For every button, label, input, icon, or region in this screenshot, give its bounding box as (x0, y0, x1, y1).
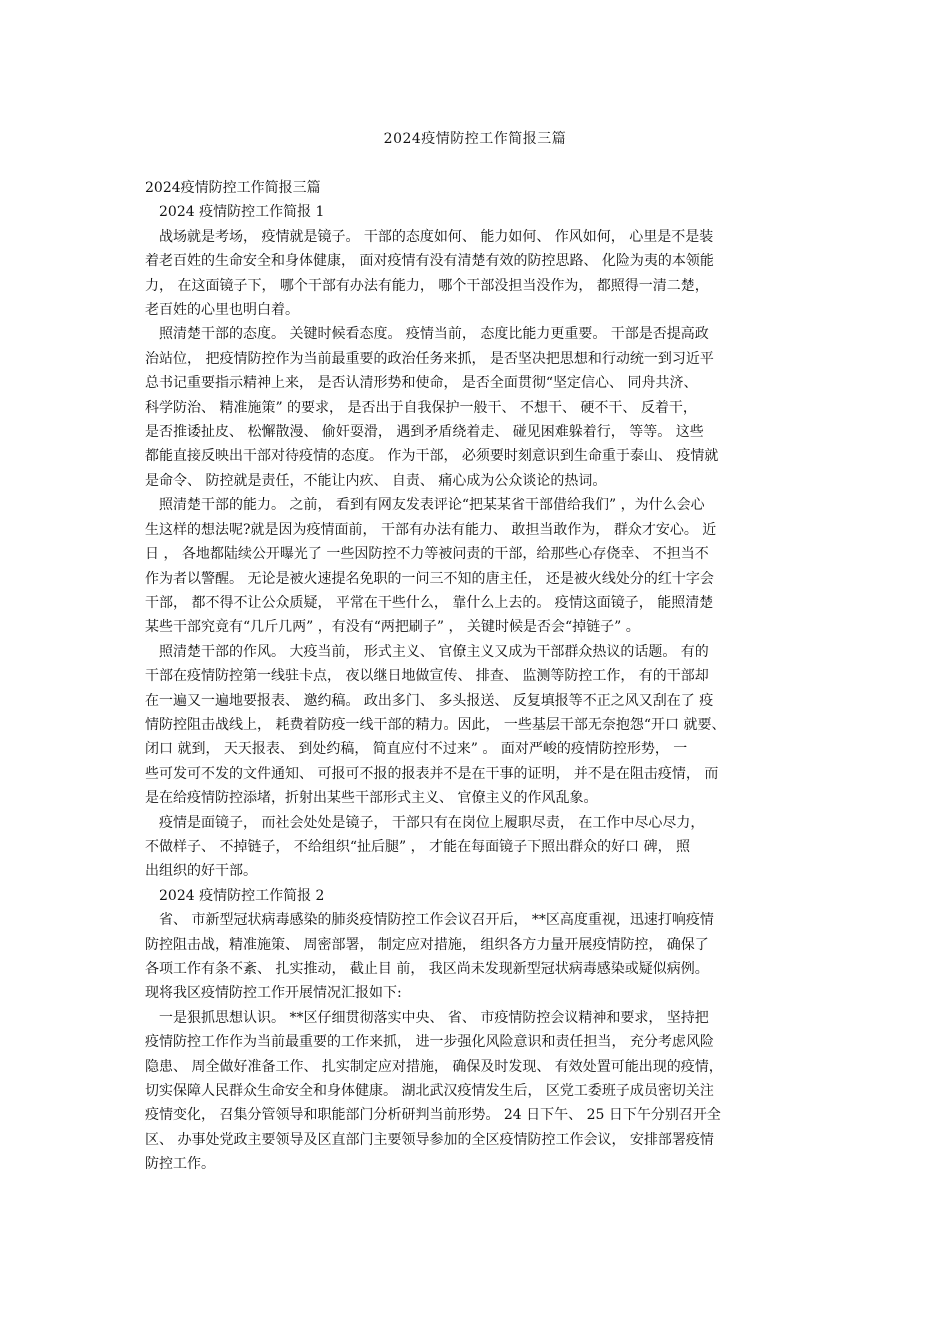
text-line: 干部， 都不得不让公众质疑， 平常在干些什么， 靠什么上去的。 疫情这面镜子， 能照清楚 (145, 594, 714, 611)
text-line: 情防控阻击战线上， 耗费着防疫一线干部的精力。因此， 一些基层干部无奈抱怨“开口 就要、 (145, 716, 726, 733)
text-line: 现将我区疫情防控工作开展情况汇报如下: (145, 985, 402, 1002)
text-line: 区、 办事处党政主要领导及区直部门主要领导参加的全区疫情防控工作会议， 安排部署疫情 (145, 1131, 714, 1148)
document-title: 2024疫情防控工作简报三篇 (383, 131, 567, 147)
text-line: 日 ， 各地都陆续公开曝光了 一些因防控不力等被问责的干部，给那些心存侥幸、 不担当不 (145, 546, 709, 563)
document-body (145, 176, 825, 1177)
text-line: 在一遍又一遍地要报表、 邀约稿。 政出多门、 多头报送、 反复填报等不正之风又刮在了 疫 (145, 692, 714, 709)
text-line: 是命令、 防控就是责任，不能让内疚、 自责、 痛心成为公众谈论的热词。 (145, 472, 607, 489)
text-line: 照清楚干部的态度。 关键时候看态度。 疫情当前， 态度比能力更重要。 干部是否提高政 (159, 326, 709, 343)
text-line: 都能直接反映出干部对待疫情的态度。 作为干部， 必须要时刻意识到生命重于泰山、 疫情就 (145, 448, 719, 465)
text-line: 某些干部究竟有“几斤几两” ，有没有“两把刷子” ， 关键时候是否会“掉链子” 。 (145, 619, 640, 636)
text-line: 生这样的想法呢?就是因为疫情面前， 干部有办法有能力、 敢担当敢作为， 群众才安心。 近 (145, 521, 717, 538)
text-line: 干部在疫情防控第一线驻卡点， 夜以继日地做宣传、 排查、 监测等防控工作， 有的干部却 (145, 668, 709, 685)
text-line: 防控工作。 (145, 1156, 215, 1173)
text-line: 防控阻击战，精准施策、 周密部署， 制定应对措施， 组织各方力量开展疫情防控， 确保了 (145, 936, 709, 953)
text-line: 2024疫情防控工作简报三篇 (145, 180, 321, 196)
text-line: 出组织的好干部。 (145, 863, 257, 880)
text-line: 疫情变化， 召集分管领导和职能部门分析研判当前形势。 24 日下午、 25 日下午分别召开全 (145, 1107, 721, 1124)
text-line: 疫情是面镜子， 而社会处处是镜子， 干部只有在岗位上履职尽责， 在工作中尽心尽力， (159, 814, 705, 831)
text-line: 老百姓的心里也明白着。 (145, 302, 299, 319)
text-line: 切实保障人民群众生命安全和身体健康。 湖北武汉疫情发生后， 区党工委班子成员密切关注 (145, 1083, 714, 1100)
text-line: 省、 市新型冠状病毒感染的肺炎疫情防控工作会议召开后， **区高度重视，迅速打响疫情 (159, 912, 714, 929)
text-line: 一是狠抓思想认识。 **区仔细贯彻落实中央、 省、 市疫情防控会议精神和要求， 坚持把 (159, 1009, 709, 1026)
text-line: 是在给疫情防控添堵，折射出某些干部形式主义、 官僚主义的作风乱象。 (145, 790, 598, 807)
text-line: 着老百姓的生命安全和身体健康， 面对疫情有没有清楚有效的防控思路、 化险为夷的本领能 (145, 253, 714, 270)
text-line: 各项工作有条不紊、 扎实推动， 截止目 前， 我区尚未发现新型冠状病毒感染或疑似病例。 (145, 961, 709, 977)
text-line: 2024 疫情防控工作简报 1 (159, 204, 325, 221)
text-line: 些可发可不发的文件通知、 可报可不报的报表并不是在干事的证明， 并不是在阻击疫情， 而 (145, 765, 719, 782)
text-line: 隐患、 周全做好准备工作、 扎实制定应对措施， 确保及时发现、 有效处置可能出现的疫情， (145, 1058, 723, 1075)
text-line: 照清楚干部的作风。 大疫当前， 形式主义、 官僚主义又成为干部群众热议的话题。 有的 (159, 643, 709, 660)
text-line: 闭口 就到， 天天报表、 到处约稿， 简直应付不过来” 。 面对严峻的疫情防控形势， 一 (145, 741, 688, 758)
text-line: 治站位， 把疫情防控作为当前最重要的政治任务来抓， 是否坚决把思想和行动统一到习近平 (145, 350, 714, 367)
text-line: 力， 在这面镜子下， 哪个干部有办法有能力， 哪个干部没担当没作为， 都照得一清二楚， (145, 277, 709, 294)
text-line: 作为者以警醒。 无论是被火速提名免职的一问三不知的唐主任， 还是被火线处分的红十字会 (145, 570, 714, 587)
text-line: 照清楚干部的能力。 之前， 看到有网友发表评论“把某某省干部借给我们” ，为什么会心 (159, 497, 705, 514)
text-line: 不做样子、 不掉链子， 不给组织“扯后腿” ， 才能在每面镜子下照出群众的好口 碑， 照 (145, 838, 691, 855)
text-line: 疫情防控工作作为当前最重要的工作来抓， 进一步强化风险意识和责任担当， 充分考虑风险 (145, 1034, 714, 1051)
text-line: 战场就是考场， 疫情就是镜子。 干部的态度如何、 能力如何、 作风如何， 心里是不是装 (159, 228, 714, 245)
text-line: 是否推诿扯皮、 松懈散漫、 偷奸耍滑， 遇到矛盾绕着走、 碰见困难躲着行， 等等。 这些 (145, 424, 704, 441)
text-line: 总书记重要指示精神上来， 是否认清形势和使命， 是否全面贯彻“坚定信心、 同舟共济、 (145, 375, 698, 392)
text-line: 科学防治、 精准施策” 的要求， 是否出于自我保护一般干、 不想干、 硬不干、 反着干， (145, 399, 697, 416)
text-line: 2024 疫情防控工作简报 2 (159, 887, 325, 904)
